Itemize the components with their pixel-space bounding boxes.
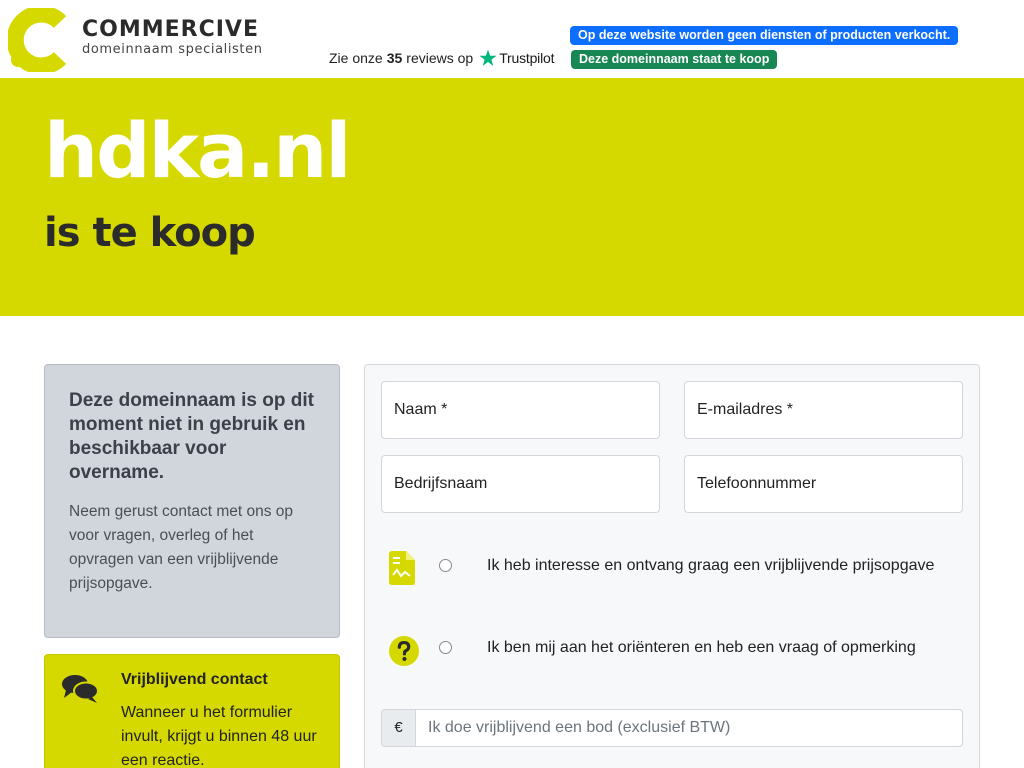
company-field[interactable]: Bedrijfsnaam	[381, 455, 660, 513]
trustpilot-brand: Trustpilot	[499, 50, 555, 66]
for-sale-subtitle: is te koop	[44, 210, 255, 256]
email-field[interactable]: E-mailadres *	[684, 381, 963, 439]
bid-amount-input[interactable]: Ik doe vrijblijvend een bod (exclusief BTW)	[415, 709, 963, 747]
quote-option-radio[interactable]	[439, 559, 452, 572]
contact-form	[364, 364, 980, 768]
brand-name[interactable]: COMMERCIVE	[82, 17, 259, 42]
commercive-logo-icon[interactable]	[8, 8, 72, 72]
info-card-title: Deze domeinnaam is op dit moment niet in gebruik en beschikbaar voor overname.	[69, 390, 314, 483]
site-header	[0, 0, 1024, 78]
domain-title: hdka.nl	[44, 106, 350, 195]
domain-for-sale-badge: Deze domeinnaam staat te koop	[571, 50, 777, 69]
contact-card-title: Vrijblijvend contact	[121, 671, 268, 688]
question-circle-icon	[389, 634, 419, 668]
question-option-radio[interactable]	[439, 641, 452, 654]
quote-option-label[interactable]: Ik heb interesse en ontvang graag een vrijblijvende prijsopgave	[487, 557, 935, 574]
phone-field[interactable]: Telefoonnummer	[684, 455, 963, 513]
trustpilot-review-count: 35	[386, 50, 403, 66]
contact-info-card	[44, 654, 340, 768]
name-field[interactable]: Naam *	[381, 381, 660, 439]
contact-card-text: Wanneer u het formulier invult, krijgt u binnen 48 uur een reactie.	[121, 704, 317, 768]
bid-input-group	[381, 709, 963, 747]
brand-tagline: domeinnaam specialisten	[82, 42, 263, 57]
document-invoice-icon	[387, 551, 417, 585]
euro-currency-prefix: €	[381, 709, 416, 747]
trustpilot-star-icon	[479, 49, 497, 67]
question-option-label[interactable]: Ik ben mij aan het oriënteren en heb een vraag of opmerking	[487, 639, 916, 656]
trustpilot-suffix: reviews op	[406, 50, 474, 66]
trustpilot-reviews-link[interactable]	[329, 49, 554, 67]
hero-banner	[0, 78, 1024, 316]
trustpilot-prefix: Zie onze	[329, 50, 383, 66]
domain-info-card	[44, 364, 340, 638]
info-card-text: Neem gerust contact met ons op voor vragen, overleg of het opvragen van een vrijblijvende prijsopgave.	[69, 503, 294, 592]
chat-bubbles-icon	[61, 673, 99, 705]
no-sales-notice-badge: Op deze website worden geen diensten of producten verkocht.	[570, 26, 958, 45]
